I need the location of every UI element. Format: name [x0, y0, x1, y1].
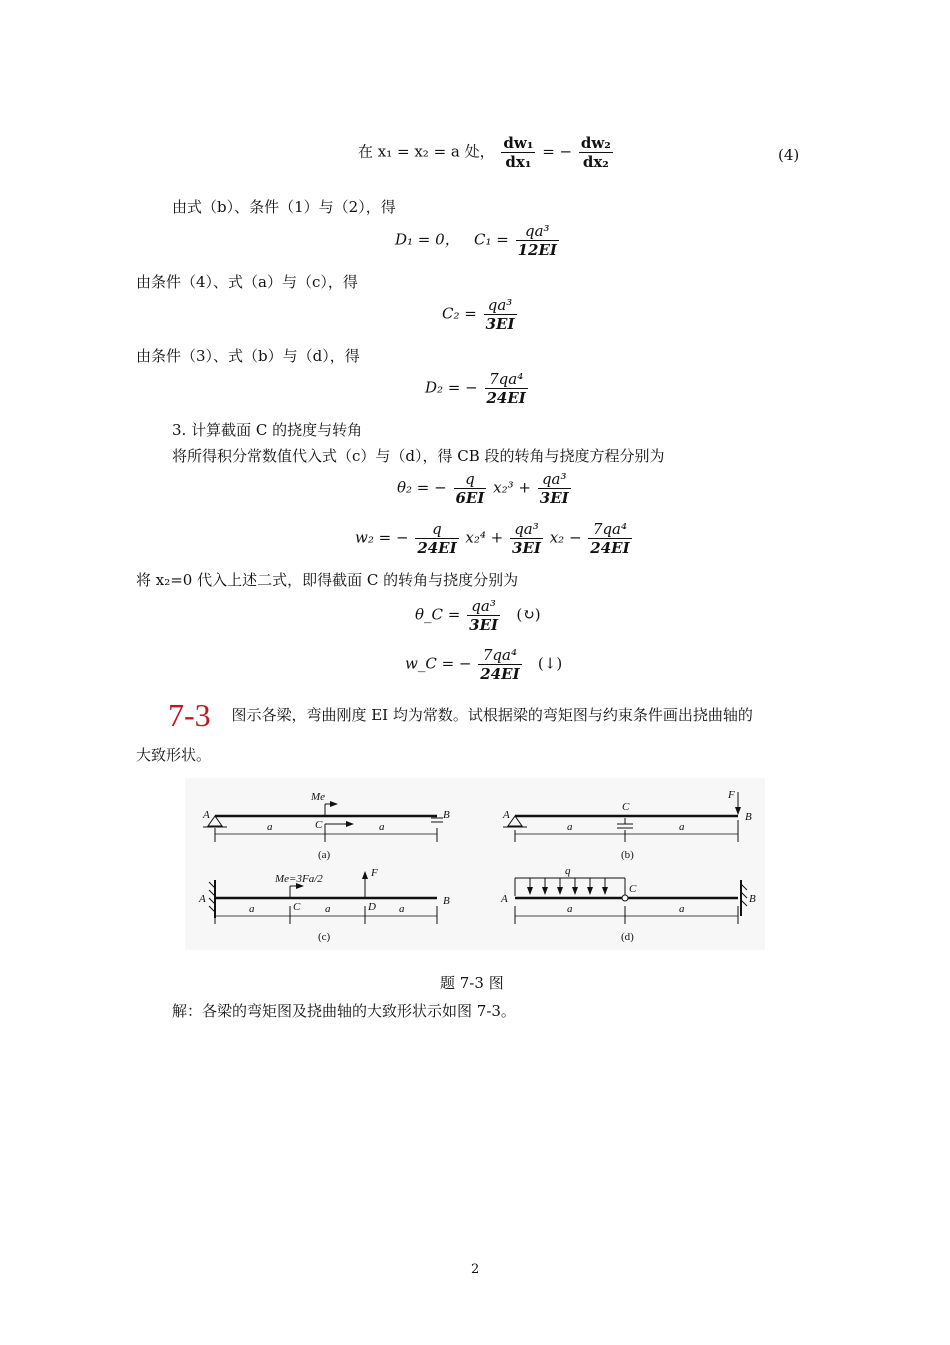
figure-caption: 题 7-3 图: [440, 974, 504, 992]
fig-c-label-F: F: [371, 867, 378, 879]
fig-c-label-B: B: [443, 895, 450, 907]
fig-b-label-A: A: [503, 809, 510, 821]
equation-thetaC: θ_C = $\frac{\text{qa³}}{3EI}$ (↻): [415, 597, 541, 634]
down-arrow-icon: (↓): [537, 654, 563, 673]
eq4-label: 在 x₁ = x₂ = a 处，: [358, 142, 495, 161]
fig-d-label-A: A: [501, 893, 508, 905]
text-line-5: 将 x₂=0 代入上述二式，即得截面 C 的转角与挠度分别为: [136, 571, 519, 589]
equation-D1-C1: D₁ = 0， C₁ = $\frac{\text{qa³}}{12EI}$: [395, 222, 557, 259]
text-line-4: 将所得积分常数值代入式（c）与（d），得 CB 段的转角与挠度方程分别为: [172, 447, 665, 465]
text-line-1: 由式（b）、条件（1）与（2），得: [172, 198, 396, 216]
fig-d-label-q: q: [565, 865, 571, 877]
fig-b-label-B: B: [745, 811, 752, 823]
fig-caption-d: (d): [621, 931, 634, 943]
step-3-heading: 3. 计算截面 C 的挠度与转角: [172, 421, 363, 439]
fig-a-label-Me: Me: [311, 791, 326, 803]
text-line-2: 由条件（4）、式（a）与（c），得: [136, 273, 358, 291]
fig-b-label-F: F: [728, 789, 735, 801]
answer-text: 解：各梁的弯矩图及挠曲轴的大致形状示如图 7-3。: [172, 1002, 516, 1020]
fig-caption-c: (c): [318, 931, 331, 943]
equation-C2: C₂ = $\frac{\text{qa³}}{3EI}$: [442, 296, 515, 333]
fig-a-dim-2: a: [379, 821, 385, 833]
equation-w2: w₂ = − $\frac{q}{24EI}$ x₂⁴ + $\frac{\text{qa³}}{3EI}$ x₂ − $\frac{\text{7qa⁴}}{24EI}$: [355, 520, 630, 557]
text-line-3: 由条件（3）、式（b）与（d），得: [136, 347, 360, 365]
fig-caption-b: (b): [621, 849, 634, 861]
fig-a-dim-1: a: [267, 821, 273, 833]
fig-a-label-B: B: [443, 809, 450, 821]
clockwise-icon: (↻): [516, 605, 541, 624]
fig-d-dim-1: a: [567, 903, 573, 915]
equation-4: 在 x₁ = x₂ = a 处， $\frac{\text{dw₁}}{\text{dx₁}}$ = − $\frac{\text{dw₂}}{\text{dx₂}}$: [358, 134, 611, 171]
eq4-frac2: $\frac{\text{dw₂}}{\text{dx₂}}$: [580, 134, 611, 171]
problem-heading: [168, 697, 753, 734]
fig-c-dim-2: a: [325, 903, 331, 915]
fig-d-label-B: B: [749, 893, 756, 905]
fig-c-label-A: A: [199, 893, 206, 905]
fig-a-label-A: A: [203, 809, 210, 821]
eq4-tag: (4): [778, 146, 800, 164]
problem-text-1: 图示各梁，弯曲刚度 EI 均为常数。试根据梁的弯矩图与约束条件画出挠曲轴的: [231, 706, 753, 724]
fig-b-label-C: C: [622, 801, 630, 813]
page-number: 2: [471, 1262, 480, 1277]
beam-figure: [185, 778, 765, 950]
fig-b-dim-2: a: [679, 821, 685, 833]
fig-d-label-C: C: [629, 883, 637, 895]
fig-c-dim-3: a: [399, 903, 405, 915]
equation-theta2: θ₂ = − $\frac{q}{6EI}$ x₂³ + $\frac{\text{qa³}}{3EI}$: [397, 470, 569, 507]
fig-c-label-Me: Me=3Fa/2: [275, 873, 323, 885]
problem-text-2: 大致形状。: [136, 746, 212, 764]
fig-c-dim-1: a: [249, 903, 255, 915]
problem-number: 7-3: [168, 697, 211, 733]
fig-c-label-D: D: [368, 901, 376, 913]
eq4-frac1: $\frac{\text{dw₁}}{\text{dx₁}}$: [503, 134, 534, 171]
fig-b-dim-1: a: [567, 821, 573, 833]
fig-a-label-C: C: [315, 819, 323, 831]
equation-wC: w_C = − $\frac{\text{7qa⁴}}{24EI}$ (↓): [405, 646, 563, 683]
fig-c-label-C: C: [293, 901, 301, 913]
fig-d-dim-2: a: [679, 903, 685, 915]
fig-caption-a: (a): [318, 849, 331, 861]
equation-D2: D₂ = − $\frac{\text{7qa⁴}}{24EI}$: [425, 370, 526, 407]
